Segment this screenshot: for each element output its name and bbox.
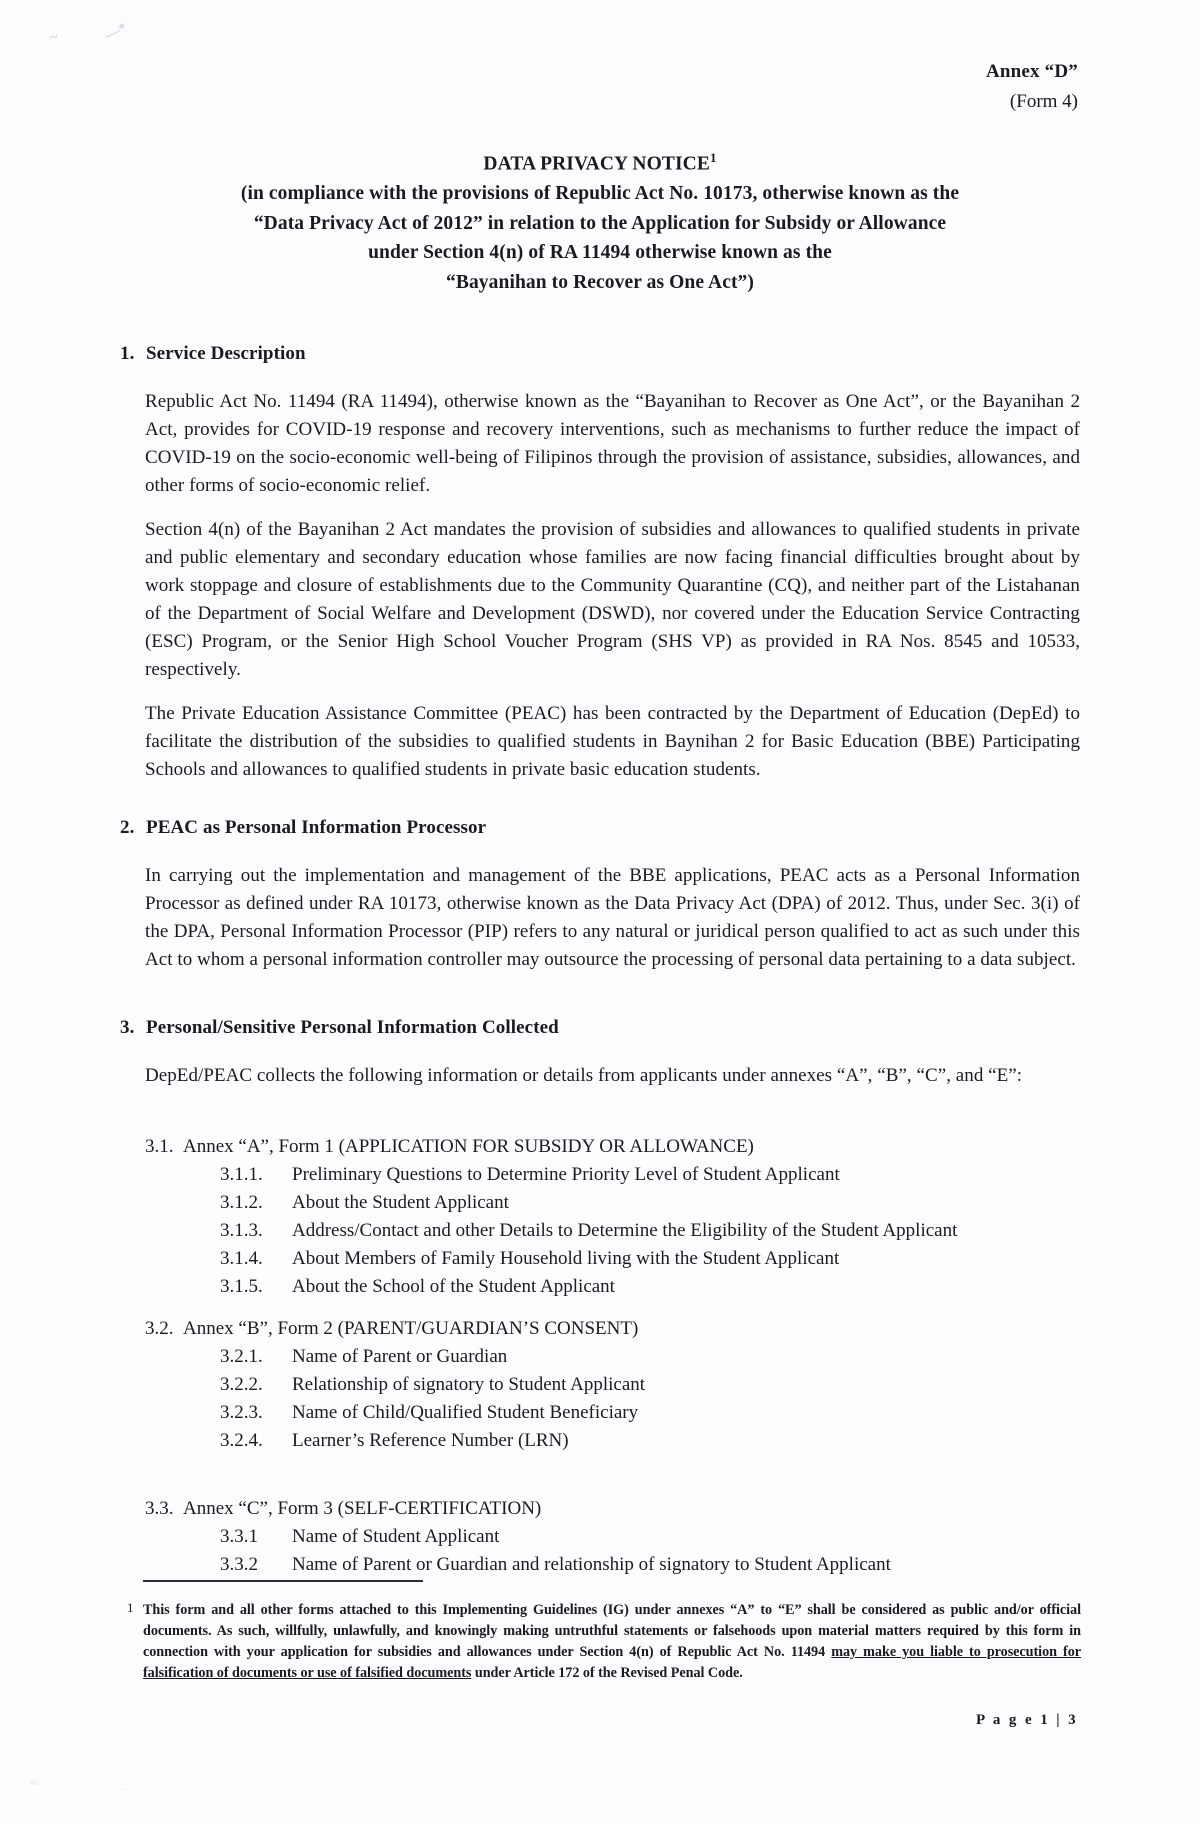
sub-item-label: 3.2.3. [220, 1401, 263, 1423]
list-item [220, 1343, 1080, 1371]
form-label: (Form 4) [1009, 90, 1078, 112]
section-number-2: 2. [120, 817, 135, 838]
footnote-part-1: This form and all other forms attached to this Implementing Guidelines (IG) under annexes “A” to “E” shall be considered as public and/or official documents. As such, willfully, unlawfully, and knowingly making untruthful statements or falsehoods upon material matters required by this form in connection with your application for subsidies and allowances under Section 4(n) of Republic Act No. 11494 [143, 1602, 1081, 1660]
list-item [220, 1427, 1080, 1455]
annex-text-3-3: Annex “C”, Form 3 (SELF-CERTIFICATION) [183, 1498, 542, 1519]
sub-item-label: 3.1.2. [220, 1191, 263, 1213]
footnote-underlined-clause: may make you liable to prosecution for falsification of documents or use of falsified documents [143, 1643, 1081, 1681]
list-item [220, 1399, 1080, 1427]
title-footnote-reference: 1 [709, 150, 717, 165]
annex-text-3-2: Annex “B”, Form 2 (PARENT/GUARDIAN’S CONSENT) [183, 1318, 639, 1339]
sub-item-text: Name of Child/Qualified Student Beneficiary [292, 1401, 639, 1423]
section-title-3: Personal/Sensitive Personal Information Collected [146, 1017, 559, 1038]
footnote [127, 1600, 1081, 1684]
sub-item-text: Preliminary Questions to Determine Priority Level of Student Applicant [292, 1163, 840, 1185]
annex-group-3-2 [145, 1315, 1080, 1455]
list-item [220, 1245, 1080, 1273]
annex-text-3-1: Annex “A”, Form 1 (APPLICATION FOR SUBSIDY OR ALLOWANCE) [183, 1136, 754, 1157]
section-number-3: 3. [120, 1017, 135, 1038]
annex-group-3-1 [145, 1133, 1080, 1301]
annex-label-3-3: 3.3. [145, 1498, 174, 1519]
annex-label-3-2: 3.2. [145, 1318, 174, 1339]
annex-label-3-1: 3.1. [145, 1136, 174, 1157]
section-number-1: 1. [120, 343, 135, 364]
sub-item-label: 3.3.2 [220, 1553, 258, 1575]
section-1-paragraph-2: Section 4(n) of the Bayanihan 2 Act mandates the provision of subsidies and allowances to qualified students in private and public elementary and secondary education whose families are now facing financial difficulties brought about by work stoppage and closure of establishments due to the Community Quarantine (CQ), and neither part of the Listahanan of the Department of Social Welfare and Development (DSWD), nor covered under the Education Service Contracting (ESC) Program, or the Senior High School Voucher Program (SHS VP) as provided in RA Nos. 8545 and 10533, respectively. [145, 519, 1080, 680]
title-line-2: (in compliance with the provisions of Republic Act No. 10173, otherwise known as the [240, 183, 960, 205]
sub-item-text: Name of Parent or Guardian and relationship of signatory to Student Applicant [292, 1553, 891, 1575]
annex-title-3-3 [145, 1495, 1080, 1523]
list-item [220, 1371, 1080, 1399]
list-item [220, 1551, 1080, 1579]
annex-label: Annex “D” [985, 61, 1078, 82]
footnote-marker: 1 [127, 1600, 134, 1615]
sub-item-label: 3.2.1. [220, 1345, 263, 1367]
section-heading-2 [120, 817, 486, 839]
list-item [220, 1189, 1080, 1217]
list-item [220, 1161, 1080, 1189]
section-3-paragraph-1: DepEd/PEAC collects the following information or details from applicants under annexes “A”, “B”, “C”, and “E”: [145, 1065, 1023, 1086]
sub-item-text: About the Student Applicant [292, 1191, 509, 1213]
sub-item-label: 3.1.1. [220, 1163, 263, 1185]
list-item [220, 1217, 1080, 1245]
list-item [220, 1523, 1080, 1551]
section-1-paragraph-3: The Private Education Assistance Committee (PEAC) has been contracted by the Department of Education (DepEd) to facilitate the distribution of the subsidies to qualified students in Baynihan 2 for Basic Education (BBE) Participating Schools and allowances to qualified students in private basic education students. [145, 703, 1080, 780]
sub-item-text: Learner’s Reference Number (LRN) [292, 1429, 569, 1451]
sub-item-text: Address/Contact and other Details to Determine the Eligibility of the Student Applicant [292, 1219, 958, 1241]
sub-item-label: 3.2.2. [220, 1373, 263, 1395]
sub-item-label: 3.2.4. [220, 1429, 263, 1451]
scan-artifact-icon: ≈ [30, 1775, 38, 1790]
scan-artifact-icon: ·· [120, 1782, 128, 1796]
sub-item-label: 3.1.4. [220, 1247, 263, 1269]
list-item [220, 1273, 1080, 1301]
title-line-3: “Data Privacy Act of 2012” in relation to the Application for Subsidy or Allowance [253, 212, 947, 234]
document-header [986, 58, 1078, 115]
sub-item-text: About Members of Family Household living with the Student Applicant [292, 1247, 840, 1269]
sub-item-text: Name of Parent or Guardian [292, 1345, 508, 1367]
title-line-5: “Bayanihan to Recover as One Act”) [446, 272, 754, 293]
sub-item-label: 3.1.5. [220, 1275, 263, 1297]
annex-title-3-1 [145, 1133, 1080, 1161]
sub-item-label: 3.1.3. [220, 1219, 263, 1241]
title-line-1 [120, 148, 1080, 179]
sub-item-text: Name of Student Applicant [292, 1525, 500, 1547]
sub-item-text: Relationship of signatory to Student Applicant [292, 1373, 646, 1395]
section-1-paragraph-1: Republic Act No. 11494 (RA 11494), otherwise known as the “Bayanihan to Recover as One Act”, or the Bayanihan 2 Act, provides for COVID-19 response and recovery interventions, such as mechanisms to further reduce the impact of COVID-19 on the socio-economic well-being of Filipinos through the provision of assistance, subsidies, allowances, and other forms of socio-economic relief. [145, 391, 1080, 496]
section-title-1: Service Description [146, 343, 306, 364]
scan-artifact-icon: —* [102, 20, 130, 45]
section-title-2: PEAC as Personal Information Processor [146, 817, 487, 838]
section-heading-3 [120, 1017, 559, 1039]
section-heading-1 [120, 343, 306, 365]
sub-item-label: 3.3.1 [220, 1525, 258, 1547]
scan-artifact-icon: · [720, 1800, 724, 1814]
sub-item-text: About the School of the Student Applicant [292, 1275, 615, 1297]
title-line-4: under Section 4(n) of RA 11494 otherwise known as the [368, 242, 832, 264]
annex-group-3-3 [145, 1495, 1080, 1579]
footnote-part-2: under Article 172 of the Revised Penal Code. [471, 1664, 743, 1681]
section-2-paragraph-1: In carrying out the implementation and management of the BBE applications, PEAC acts as a Personal Information Processor as defined under RA 10173, otherwise known as the Data Privacy Act (DPA) of 2012. Thus, under Sec. 3(i) of the DPA, Personal Information Processor (PIP) refers to any natural or juridical person qualified to act as such under this Act to whom a personal information controller may outsource the processing of personal data pertaining to a data subject. [145, 865, 1080, 970]
page-title [120, 148, 1080, 298]
footnote-divider [143, 1580, 423, 1582]
annex-title-3-2 [145, 1315, 1080, 1343]
page-number: P a g e 1 | 3 [976, 1712, 1078, 1728]
scan-artifact-icon: ~ [48, 29, 60, 47]
title-main-text: DATA PRIVACY NOTICE [483, 153, 710, 175]
